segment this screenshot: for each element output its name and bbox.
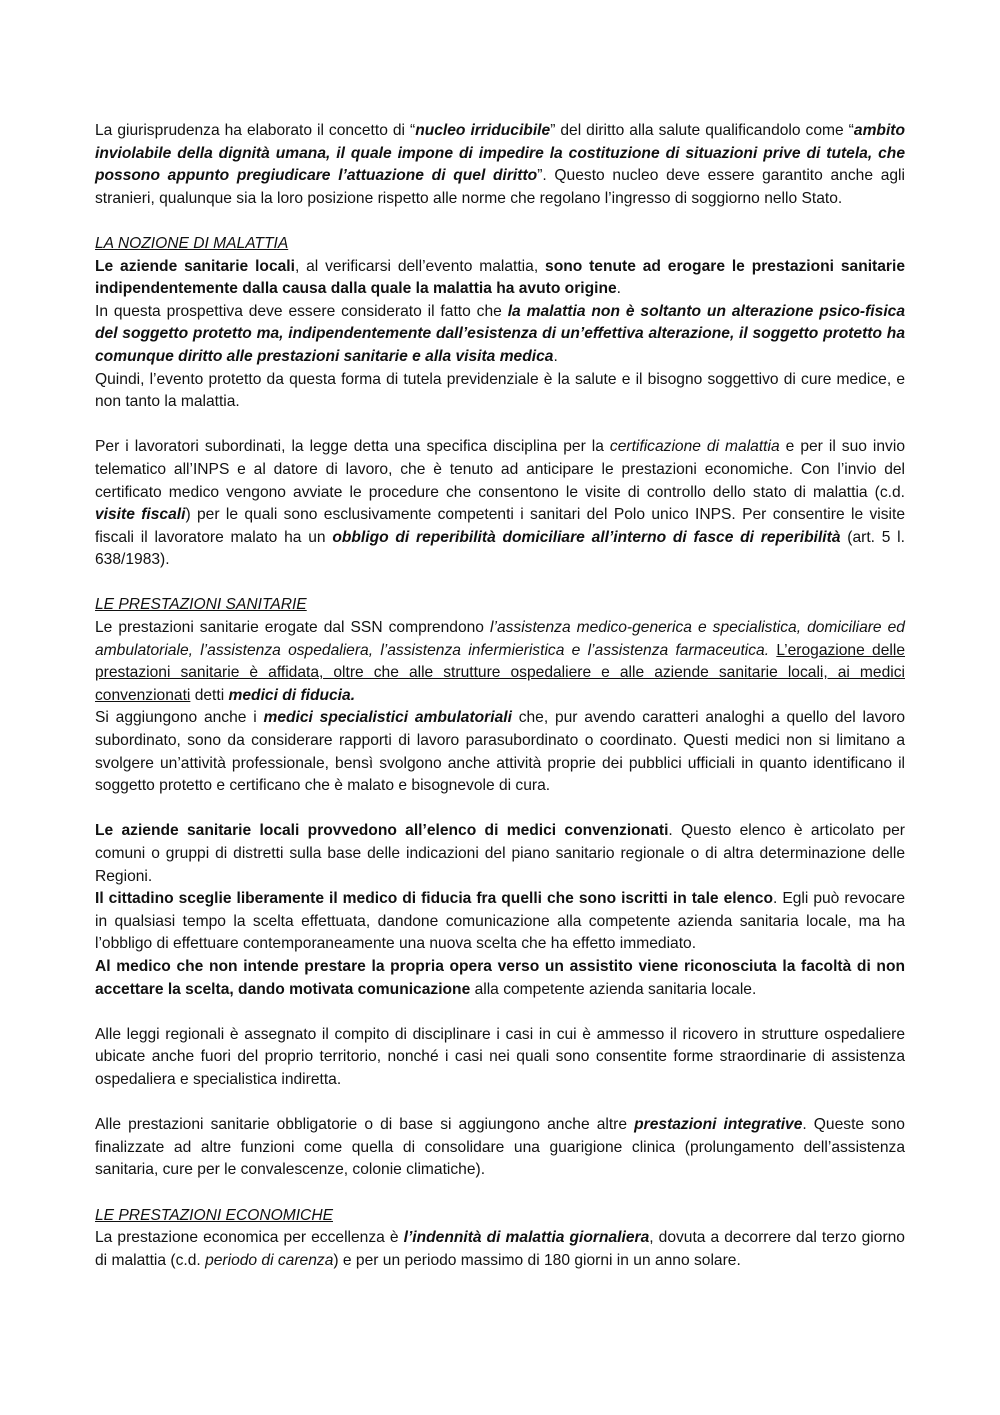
section-heading: LE PRESTAZIONI SANITARIE (95, 596, 307, 614)
text-run: . (553, 347, 558, 365)
text-run: . Queste sono finalizzate ad altre funzioni come quella di consolidare una guarigione clinica (prolungamento dell’assistenza sanitaria, cure per le convalescenze, colonie climatiche). (95, 1116, 905, 1179)
emphasis-text: ambito inviolabile della dignità umana, il quale impone di impedire la costituzione di situazioni prive di tutela, che possono appunto pregiudicare l’attuazione di quel diritto (95, 122, 906, 185)
section-heading: LE PRESTAZIONI ECONOMICHE (95, 1206, 333, 1224)
emphasis-text: Le aziende sanitarie locali (95, 257, 295, 275)
paragraph-spacer (95, 1001, 905, 1024)
emphasis-text: l’indennità di malattia giornaliera (403, 1229, 650, 1247)
text-run: Quindi, l’evento protetto da questa forma di tutela previdenziale è la salute e il bisogno soggettivo di cure medice, e non tanto la malattia. (95, 370, 905, 411)
emphasis-text: medici di fiducia. (228, 686, 356, 704)
paragraph-spacer (95, 414, 905, 437)
emphasis-text: medici specialistici ambulatoriali (263, 709, 512, 727)
paragraph (95, 301, 905, 369)
text-run: . Egli può revocare in qualsiasi tempo la scelta effettuata, dandone comunicazione alla competente azienda sanitaria locale, ma ha l’obbligo di effettuare contemporaneamente una nuova scelta che ha effetto immediato. (95, 890, 905, 953)
paragraph-spacer (95, 1182, 905, 1205)
paragraph (95, 369, 905, 414)
text-run: ” del diritto alla salute qualificandolo come “ (550, 122, 854, 139)
paragraph (95, 120, 905, 210)
emphasis-text: la malattia non è soltanto un alterazione psico-fisica del soggetto protetto ma, indipendentemente dall’esistenza di un’effettiva alterazione, il soggetto protetto ha comunque diritto alle prestazioni sanitarie e alla visita medica (95, 302, 905, 365)
emphasis-text: L’erogazione delle prestazioni sanitarie è affidata, oltre che alle strutture ospedaliere e alle aziende sanitarie locali, ai medici convenzionati (95, 641, 905, 704)
emphasis-text: visite fiscali (95, 506, 186, 524)
emphasis-text: nucleo irriducibile (415, 122, 551, 139)
text-run: . (616, 280, 622, 298)
section-heading: LA NOZIONE DI MALATTIA (95, 234, 289, 252)
emphasis-text: sono tenute ad erogare le prestazioni sanitarie indipendentemente dalla causa dalla quale la malattia ha avuto origine (95, 257, 905, 298)
text-run: , dovuta a decorrere dal terzo giorno di malattia (c.d. (95, 1229, 905, 1269)
paragraph (95, 1114, 905, 1182)
text-run: e per il suo invio telematico all’INPS e al datore di lavoro, che è tenuto ad anticipare le prestazioni economiche. Con l’invio del certificato medico vengono avviate le procedure che consentono le visite di controllo dello stato di malattia (c.d. (95, 438, 905, 501)
text-run: La prestazione economica per eccellenza è (95, 1229, 404, 1247)
text-run: Alle prestazioni sanitarie obbligatorie o di base si aggiungono anche altre (95, 1116, 635, 1134)
text-run: . Questo elenco è articolato per comuni o gruppi di distretti sulla base delle indicazioni del piano sanitario regionale o di altra determinazione delle Regioni. (95, 822, 905, 885)
text-run: Per i lavoratori subordinati, la legge detta una specifica disciplina per la (95, 438, 610, 456)
paragraph (95, 1024, 905, 1092)
text-run: In questa prospettiva deve essere considerato il fatto che (95, 302, 508, 320)
emphasis-text: obbligo di reperibilità domiciliare all’interno di fasce di reperibilità (332, 528, 841, 546)
emphasis-text: Le aziende sanitarie locali provvedono all’elenco di medici convenzionati (95, 822, 669, 840)
text-run: ) e per un periodo massimo di 180 giorni in un anno solare. (333, 1251, 741, 1269)
text-run: (art. 5 l. 638/1983). (95, 528, 905, 569)
paragraph (95, 256, 905, 301)
text-run: Le prestazioni sanitarie erogate dal SSN comprendono (95, 619, 491, 637)
paragraph-spacer (95, 1092, 905, 1115)
text-run: , al verificarsi dell’evento malattia, (294, 257, 546, 275)
paragraph (95, 888, 905, 956)
paragraph-spacer (95, 572, 905, 595)
paragraph (95, 617, 905, 707)
paragraph (95, 436, 905, 572)
paragraph-spacer (95, 798, 905, 821)
emphasis-text: l’assistenza medico-generica e specialistica, domiciliare ed ambulatoriale, l’assistenza ospedaliera, l’assistenza infermieristica e l’assistenza farmaceutica. (95, 619, 905, 659)
emphasis-text: certificazione di malattia (609, 438, 780, 456)
document-body (95, 120, 905, 1272)
emphasis-text: Il cittadino sceglie liberamente il medico di fiducia fra quelli che sono iscritti in tale elenco (95, 890, 773, 908)
emphasis-text: prestazioni integrative (634, 1116, 803, 1134)
emphasis-text: periodo di carenza (205, 1251, 334, 1269)
text-run: La giurisprudenza ha elaborato il concetto di “ (95, 122, 416, 139)
text-run: ) per le quali sono esclusivamente competenti i sanitari del Polo unico INPS. Per consentire le visite fiscali il lavoratore malato ha un (95, 506, 905, 546)
text-run: che, pur avendo caratteri analoghi a quello del lavoro subordinato, sono da considerare rapporti di lavoro parasubordinato o coordinato. Questi medici non si limitano a svolgere un’attività professionale, bensì svolgono anche attività proprie dei pubblici ufficiali in quanto identificano il soggetto protetto e certificano che è malato e bisognevole di cura. (95, 709, 905, 795)
paragraph (95, 1227, 905, 1272)
text-run: ”. Questo nucleo deve essere garantito anche agli stranieri, qualunque sia la loro posizione rispetto alle norme che regolano l’ingresso di soggiorno nello Stato. (95, 167, 905, 207)
text-run: detti (190, 686, 229, 704)
paragraph-spacer (95, 210, 905, 233)
text-run: Si aggiungono anche i (95, 709, 264, 727)
emphasis-text: Al medico che non intende prestare la propria opera verso un assistito viene riconosciuta la facoltà di non accettare la scelta, dando motivata comunicazione (95, 957, 905, 998)
paragraph (95, 820, 905, 888)
text-run: Alle leggi regionali è assegnato il compito di disciplinare i casi in cui è ammesso il ricovero in strutture ospedaliere ubicate anche fuori del proprio territorio, nonché i casi nei quali sono consentite forme straordinarie di assistenza ospedaliera e specialistica indiretta. (95, 1025, 905, 1088)
paragraph (95, 956, 905, 1001)
paragraph (95, 707, 905, 797)
text-run: alla competente azienda sanitaria locale. (470, 980, 757, 998)
